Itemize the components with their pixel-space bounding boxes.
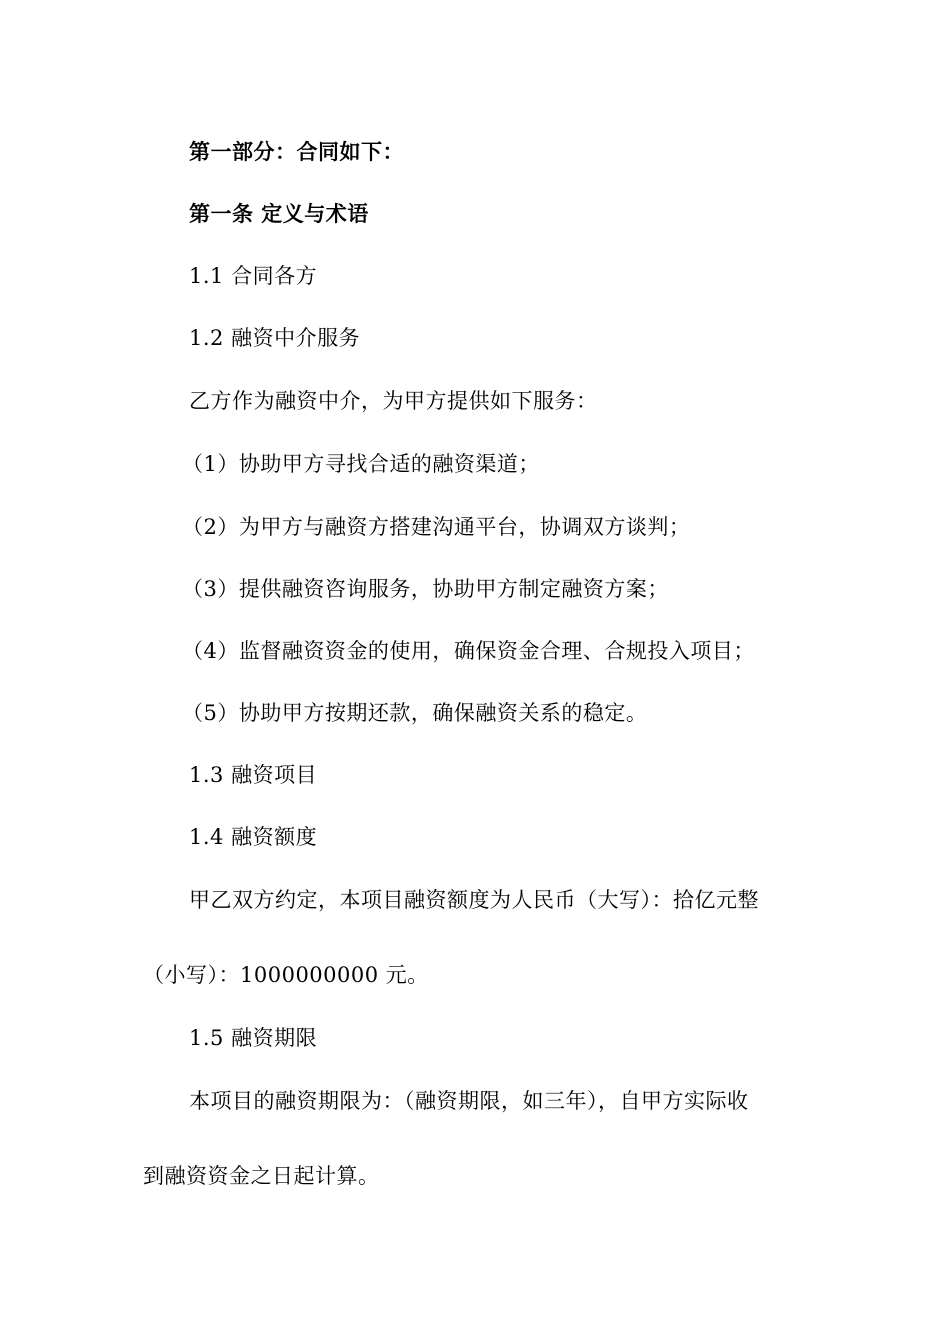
section-1-2-heading: 1.2 融资中介服务 bbox=[189, 326, 361, 350]
financing-amount-text-continued: （小写）：1000000000 元。 bbox=[143, 963, 429, 987]
service-item-4: （4）监督融资资金的使用，确保资金合理、合规投入项目； bbox=[182, 639, 755, 663]
section-1-5-heading: 1.5 融资期限 bbox=[189, 1026, 318, 1050]
service-item-5: （5）协助甲方按期还款，确保融资关系的稳定。 bbox=[182, 701, 648, 725]
financing-term-text: 本项目的融资期限为：（融资期限，如三年），自甲方实际收 bbox=[189, 1089, 749, 1113]
section-1-1-heading: 1.1 合同各方 bbox=[189, 264, 318, 288]
financing-amount-text: 甲乙双方约定，本项目融资额度为人民币（大写）：拾亿元整 bbox=[189, 888, 759, 912]
service-item-2: （2）为甲方与融资方搭建沟通平台，协调双方谈判； bbox=[182, 515, 691, 539]
section-1-4-heading: 1.4 融资额度 bbox=[189, 825, 318, 849]
part-heading: 第一部分：合同如下： bbox=[189, 140, 404, 164]
service-item-1: （1）协助甲方寻找合适的融资渠道； bbox=[182, 452, 540, 476]
service-item-3: （3）提供融资咨询服务，协助甲方制定融资方案； bbox=[182, 577, 669, 601]
financing-term-text-continued: 到融资资金之日起计算。 bbox=[143, 1164, 380, 1188]
section-1-3-heading: 1.3 融资项目 bbox=[189, 763, 318, 787]
article-heading: 第一条 定义与术语 bbox=[189, 202, 369, 226]
section-1-2-intro: 乙方作为融资中介，为甲方提供如下服务： bbox=[189, 389, 598, 413]
